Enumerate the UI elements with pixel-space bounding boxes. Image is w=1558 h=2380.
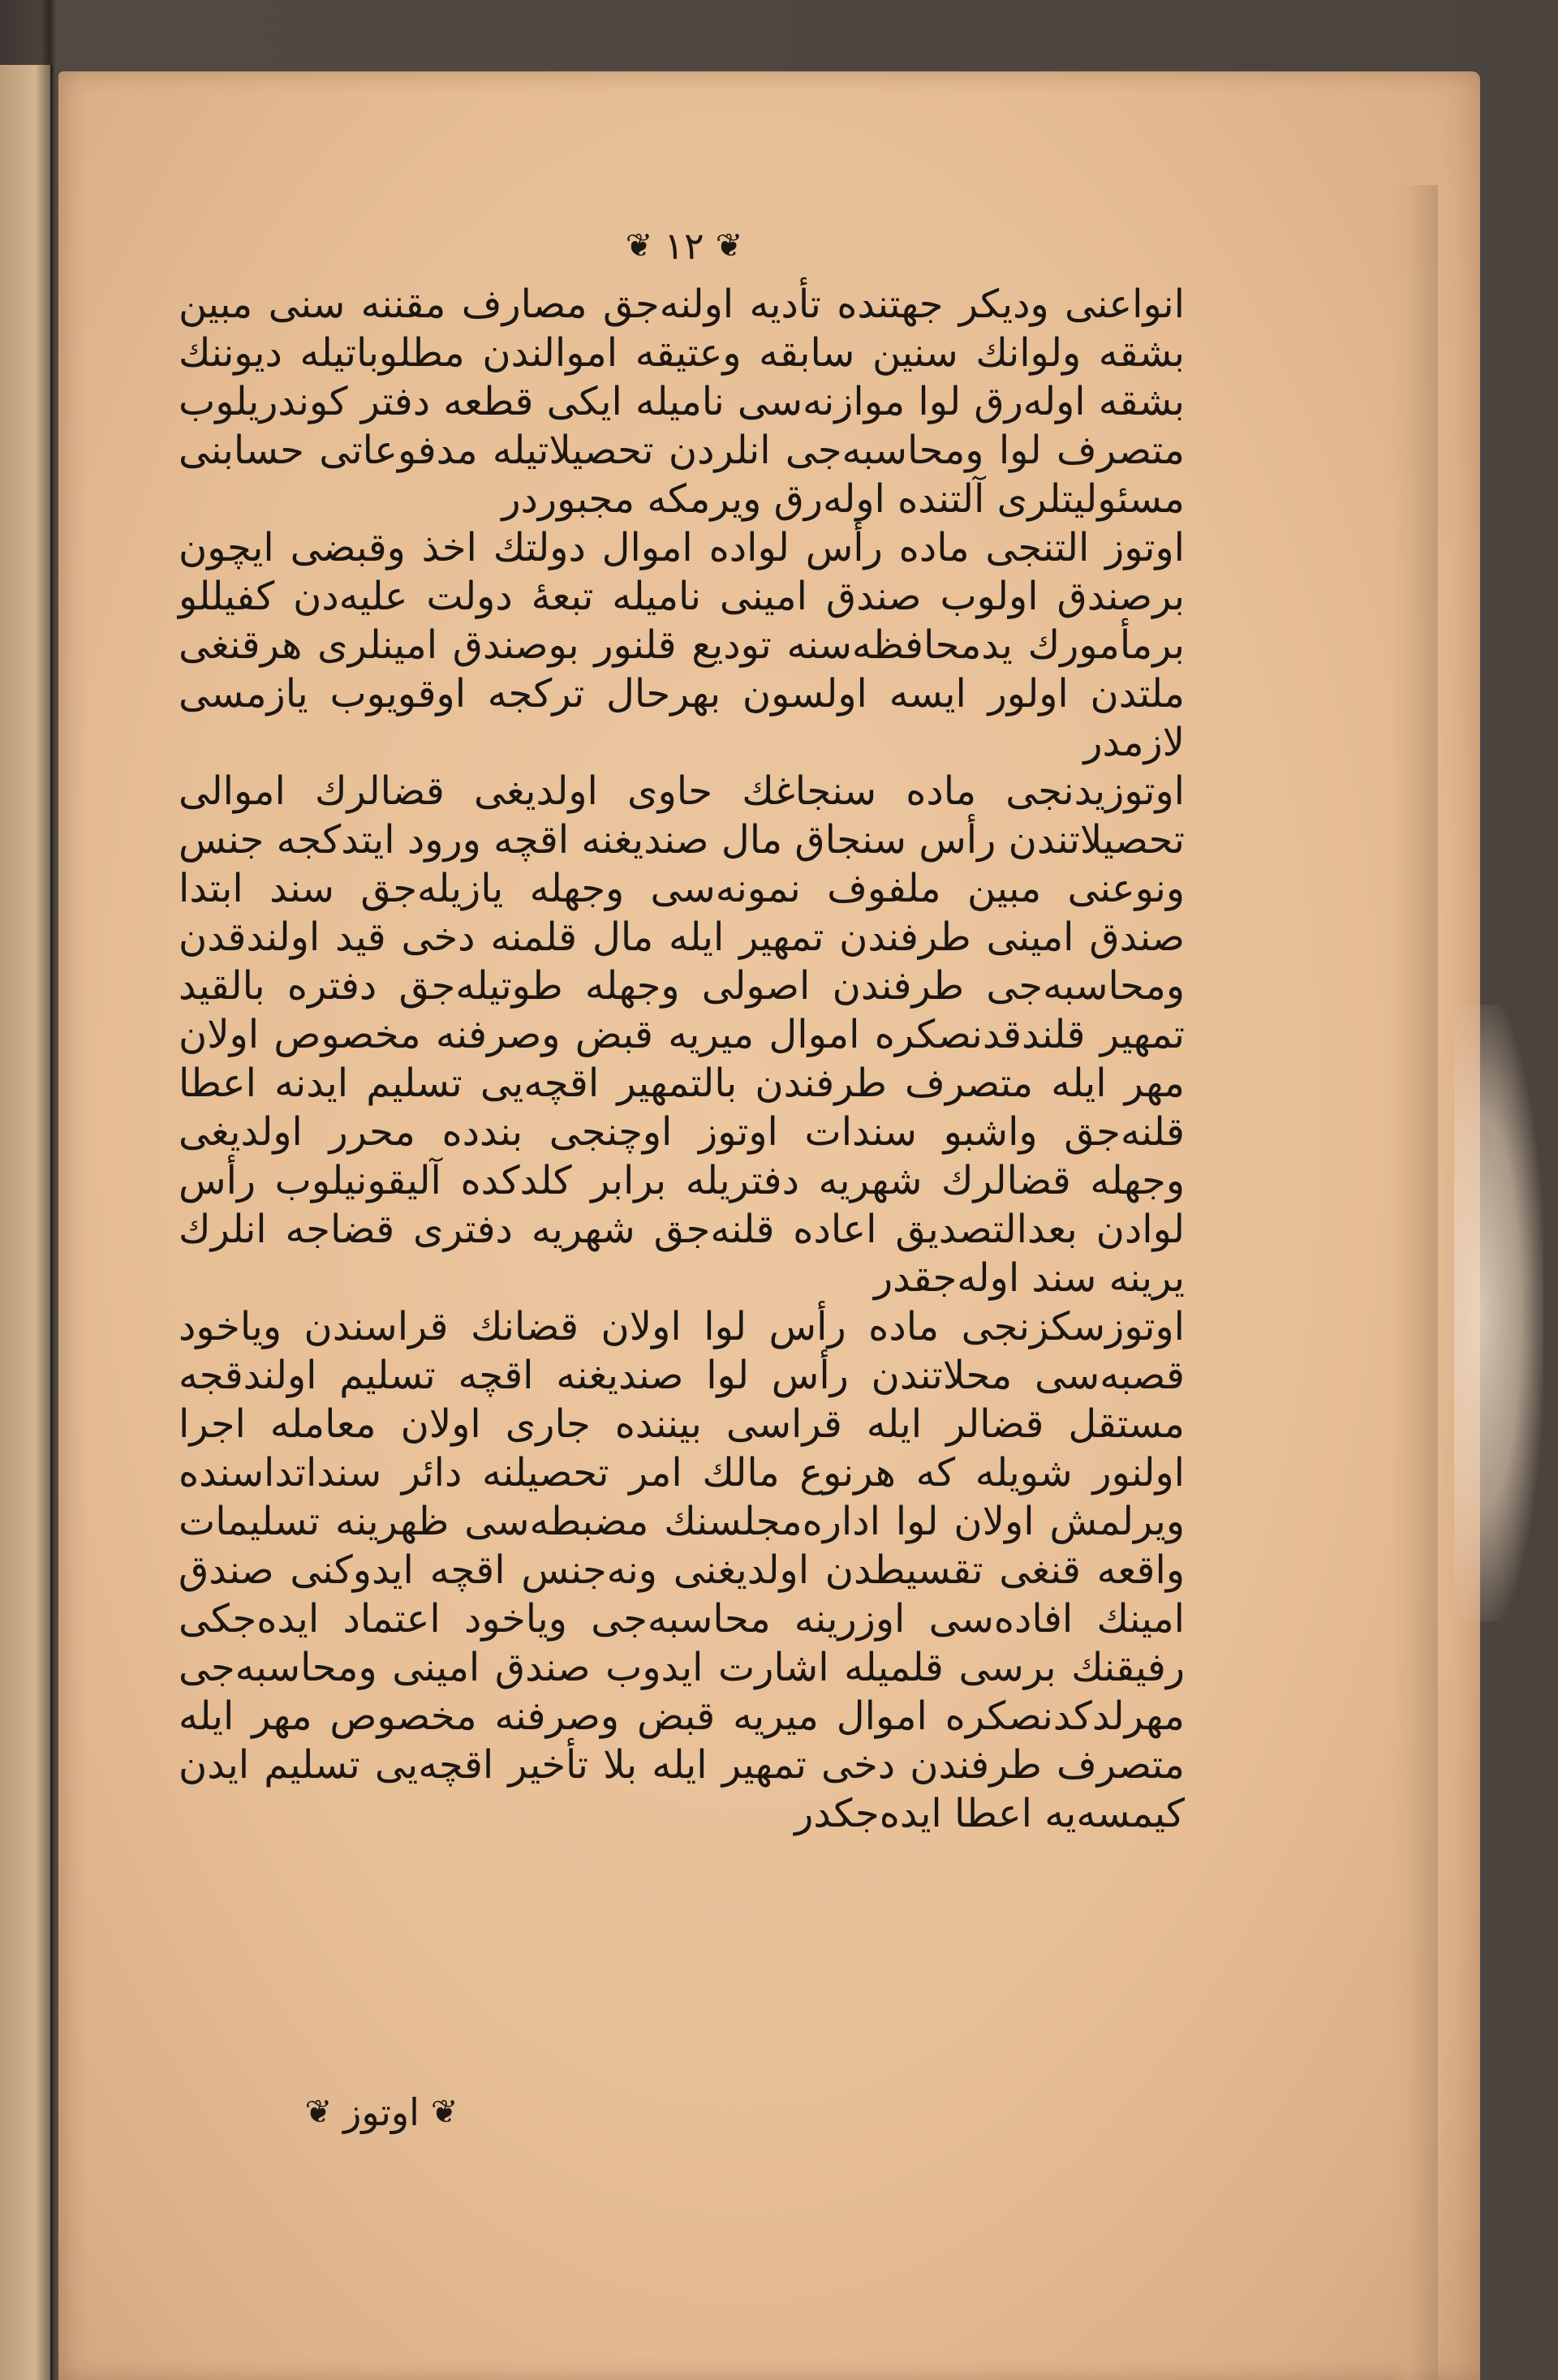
paragraph-continuation: انواعنى وديكر جهتنده تأديه اولنه‌جق مصارف مقننه سنى مبين بشقه ولوانك سنين سابقه وعتيقه اموالندن مطلوباتيله ديوننك بشقه اوله‌رق لوا موازنه‌سى ناميله ايكى قطعه دفتر كوندريلوب متصرف لوا ومحاسبه‌جى انلردن تحصيلاتيله مدفوعاتى حسابنى مسئوليتلرى آلتنده اوله‌رق ويرمكه مجبوردر xyxy=(179,282,1185,522)
page-header xyxy=(607,217,761,274)
catchword-footer xyxy=(276,2084,487,2141)
page-number: ١٢ xyxy=(664,224,704,268)
fleuron-ornament-icon: ❦ xyxy=(430,2094,458,2131)
fleuron-ornament-icon: ❦ xyxy=(304,2094,333,2131)
paragraph-article-37: اوتوزيدنجى ماده سنجاغك حاوى اولديغى قضالرك اموالى تحصيلاتندن رأس سنجاق مال صنديغنه اقچه ورود ايتدكجه جنس ونوعنى مبين ملفوف نمونه‌سى وجهله يازيله‌جق سند ابتدا صندق امينى طرفندن تمهير ايله مال قلمنه دخى قيد اولندقدن ومحاسبه‌جى طرفندن اصولى وجهله طوتيله‌جق دفتره بالقيد تمهير قلندقدنصكره اموال ميريه قبض وصرفنه مخصوص اولان مهر ايله متصرف طرفندن بالتمهير اقچه‌يى تسليم ايدنه اعطا قلنه‌جق واشبو سندات اوتوز اوچنجى بندده محرر اولديغى وجهله قضالرك شهريه دفتريله برابر كلدكده آليقونيلوب رأس لوادن بعدالتصديق اعاده قلنه‌جق شهريه دفترى قضاجه انلرك يرينه سند اوله‌جقدر xyxy=(179,768,1185,1301)
fleuron-ornament-icon: ❦ xyxy=(715,227,743,265)
paragraph-article-36: اوتوز التنجى ماده رأس لواده اموال دولتك اخذ وقبضى ايچون برصندق اولوب صندق امينى ناميله تبعهٔ دولت عليه‌دن كفيللو برمأمورك يدمحافظه‌سنه توديع قلنور بوصندق امينلرى هرقنغى ملتدن اولور ايسه اولسون بهرحال تركجه اوقويوب يازمسى لازمدر xyxy=(179,525,1185,765)
page-fore-edge xyxy=(1389,185,1438,2380)
paragraph-article-38: اوتوزسكزنجى ماده رأس لوا اولان قضانك قراسندن وياخود قصبه‌سى محلاتندن رأس لوا صنديغنه اقچه تسليم اولندقجه مستقل قضالر ايله قراسى بيننده جارى اولان معامله اجرا اولنور شويله كه هرنوع مالك امر تحصيلنه دائر سنداتداسنده ويرلمش اولان لوا اداره‌مجلسنك مضبطه‌سى ظهرينه تسليمات واقعه قنغى تقسيطدن اولديغنى ونه‌جنس اقچه ايدوكنى صندق امينك افاده‌سى اوزرينه محاسبه‌جى وياخود اعتماد ايده‌جكى رفيقنك برسى قلميله اشارت ايدوب صندق امينى ومحاسبه‌جى مهرلدكدنصكره اموال ميريه قبض وصرفنه مخصوص مهر ايله متصرف طرفندن دخى تمهير ايله بلا تأخير اقچه‌يى تسليم ايدن كيمسه‌يه اعطا ايده‌جكدر xyxy=(179,1304,1185,1836)
paper-stain xyxy=(1454,1005,1543,1621)
previous-page-edge xyxy=(0,65,53,2380)
fleuron-ornament-icon: ❦ xyxy=(625,227,653,265)
catchword: اوتوز xyxy=(343,2090,420,2134)
body-text xyxy=(179,280,1185,2081)
